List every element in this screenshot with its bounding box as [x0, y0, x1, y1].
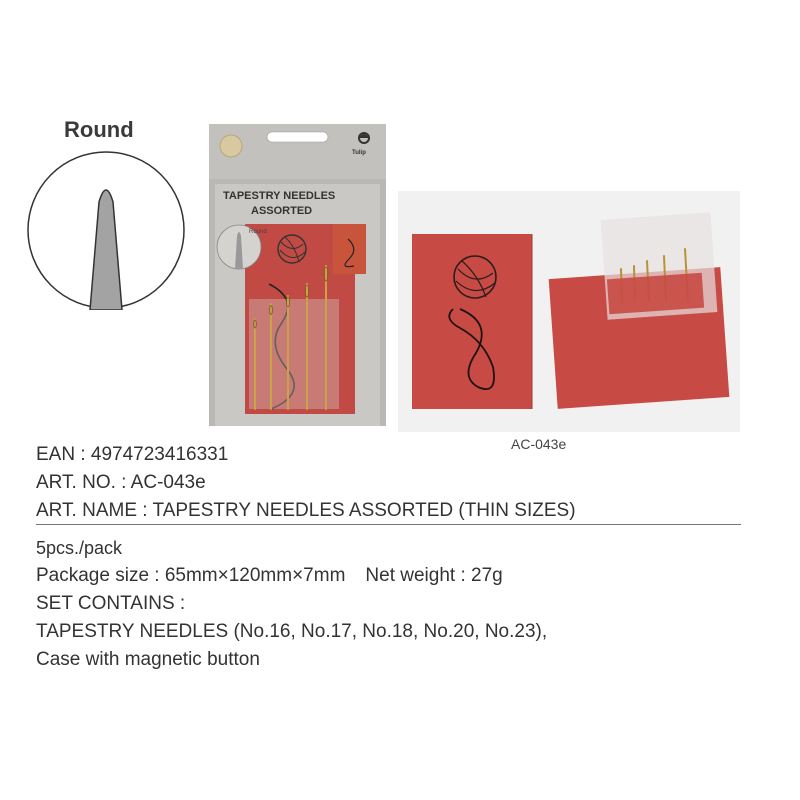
contents-line-1: TAPESTRY NEEDLES (No.16, No.17, No.18, No.20, No.23),	[36, 621, 548, 642]
package-size-line	[36, 562, 547, 590]
package-title-line2: ASSORTED	[251, 205, 313, 217]
divider	[36, 524, 741, 525]
product-code-caption: AC-043e	[511, 436, 567, 452]
case-photo	[398, 191, 740, 432]
package-size: Package size : 65mm×120mm×7mm	[36, 565, 346, 586]
package-inset-label: Round	[249, 229, 267, 235]
round-tip-needle-icon	[26, 150, 186, 310]
contents-line-2: Case with magnetic button	[36, 649, 260, 670]
net-weight: Net weight : 27g	[365, 565, 503, 586]
art-name-line: ART. NAME : TAPESTRY NEEDLES ASSORTED (THIN SIZES)	[36, 500, 576, 521]
pack-quantity: 5pcs./pack	[36, 538, 123, 558]
art-no-line: ART. NO. : AC-043e	[36, 472, 206, 493]
specs-details	[36, 534, 547, 674]
specs-header	[36, 441, 576, 525]
set-contains-heading: SET CONTAINS :	[36, 593, 186, 614]
package-brand: Tulip	[352, 150, 366, 156]
package-title-line1: TAPESTRY NEEDLES	[223, 190, 336, 202]
package-photo	[209, 124, 386, 426]
ean-line: EAN : 4974723416331	[36, 444, 229, 465]
round-tip-label: Round	[64, 117, 134, 142]
